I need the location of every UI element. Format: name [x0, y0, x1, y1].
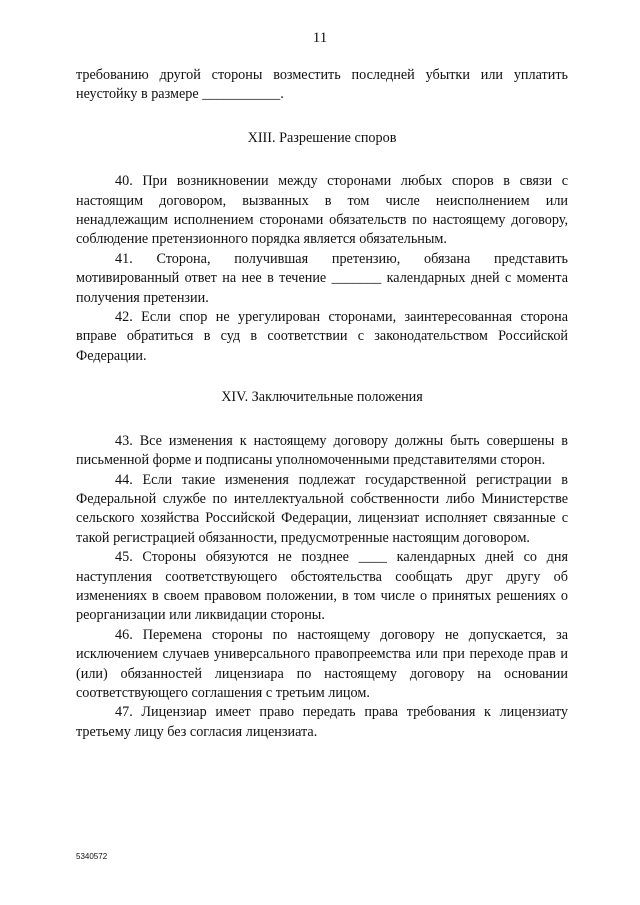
clause-45: 45. Стороны обязуются не позднее ____ календарных дней со дня наступления соответствующего обстоятельства сообщать друг другу об изменениях в своем правовом положении, в том числе о принятых решениях о реорганизации или ликвидации стороны. [76, 549, 568, 624]
continuation-paragraph: требованию другой стороны возместить последней убытки или уплатить неустойку в размере ___________. [76, 67, 568, 103]
page-number: 11 [312, 30, 328, 46]
clause-47: 47. Лицензиар имеет право передать права требования к лицензиату третьему лицу без согласия лицензиата. [76, 704, 568, 740]
clause-42: 42. Если спор не урегулирован сторонами, заинтересованная сторона вправе обратиться в суд в соответствии с законодательством Российской Федерации. [76, 309, 568, 364]
clause-46: 46. Перемена стороны по настоящему договору не допускается, за исключением случаев универсального правопреемства или при переходе прав и (или) обязанностей лицензиара по настоящему договору на основании соответствующего соглашения с третьим лицом. [76, 626, 568, 701]
clause-40: 40. При возникновении между сторонами любых споров в связи с настоящим договором, вызванных в том числе неисполнением или ненадлежащим исполнением сторонами обязательств по настоящему договору, соблюдение претензионного порядка является обязательным. [76, 173, 568, 248]
section-heading-14: XIV. Заключительные положения [221, 389, 423, 406]
clause-43: 43. Все изменения к настоящему договору должны быть совершены в письменной форме и подписаны уполномоченными представителями сторон. [76, 432, 568, 469]
document-body [76, 66, 568, 742]
footer-document-code: 5340572 [76, 852, 108, 861]
clause-41: 41. Сторона, получившая претензию, обязана представить мотивированный ответ на нее в течение _______ календарных дней с момента получения претензии. [76, 250, 568, 306]
clause-44: 44. Если такие изменения подлежат государственной регистрации в Федеральной службе по интеллектуальной собственности либо Министерстве сельского хозяйства Российской Федерации, лицензиат исполняет связанные с такой регистрацией обязанности, предусмотренные настоящим договором. [76, 471, 568, 546]
section-heading-13: XIII. Разрешение споров [247, 129, 397, 146]
